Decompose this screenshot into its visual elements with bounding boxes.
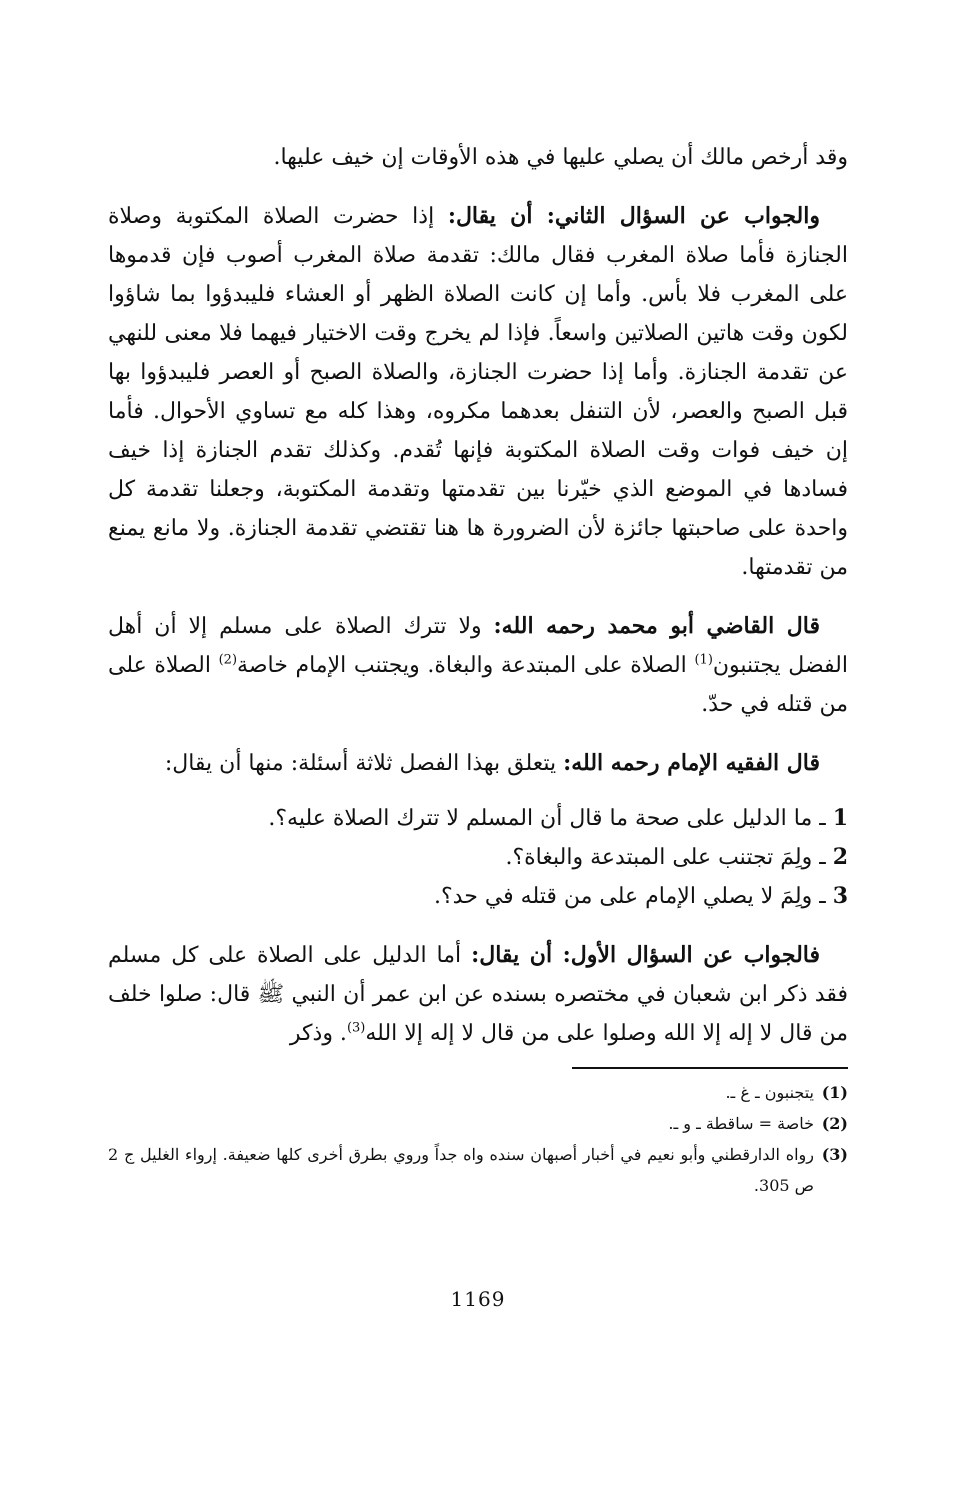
footnote-2-number: (2) <box>821 1114 848 1133</box>
main-text <box>108 138 848 1053</box>
paragraph-3-text-1: ولا تترك الصلاة على مسلم إلا أن أهل الفضل يجتنبون <box>108 614 848 678</box>
question-2 <box>108 838 848 877</box>
paragraph-4-text: يتعلق بهذا الفصل ثلاثة أسئلة: منها أن يقال: <box>164 751 564 776</box>
question-3-number: 3 <box>832 883 848 909</box>
paragraph-4-lead: قال الفقيه الإمام رحمه الله: <box>563 750 820 776</box>
footnote-1 <box>108 1077 848 1108</box>
paragraph-1-text: وقد أرخص مالك أن يصلي عليها في هذه الأوقات إن خيف عليها. <box>273 145 848 170</box>
paragraph-3-text-3: الصلاة على من قتله في حدّ. <box>108 653 848 717</box>
paragraph-5-text-2: . وذكر <box>289 1021 347 1046</box>
footnote-1-text: يتجنبون ـ غ ـ. <box>725 1083 814 1102</box>
question-1 <box>108 799 848 838</box>
paragraph-2-text: إذا حضرت الصلاة المكتوبة وصلاة الجنازة فأما صلاة المغرب فقال مالك: تقدمة صلاة المغرب أصوب فإن قدموها على المغرب فلا بأس. وأما إن كانت الصلاة الظهر أو العشاء فليبدؤوا بما شاؤوا لكون وقت هاتين الصلاتين واسعاً. فإذا لم يخرج وقت الاختيار فيهما فلا معنى للنهي عن تقدمة الجنازة. وأما إذا حضرت الجنازة، والصلاة الصبح أو العصر فليبدؤوا بها قبل الصبح والعصر، لأن التنفل بعدهما مكروه، وهذا كله مع تساوي الأحوال. فأما إن خيف فوات وقت الصلاة المكتوبة فإنها تُقدم. وكذلك تقدم الجنازة إذا خيف فسادها في الموضع الذي خيّرنا بين تقدمتها وتقدمة المكتوبة، وجعلنا تقدمة كل واحدة على صاحبتها جائزة لأن الضرورة ها هنا تقتضي تقدمة الجنازة. ولا مانع يمنع من تقدمتها. <box>108 204 848 580</box>
footnote-divider <box>572 1067 848 1069</box>
footnote-ref-1: (1) <box>694 652 713 668</box>
question-1-number: 1 <box>832 805 848 831</box>
paragraph-5 <box>108 936 848 1053</box>
footnote-3-number: (3) <box>821 1145 848 1164</box>
paragraph-3-text-2: الصلاة على المبتدعة والبغاة. ويجتنب الإمام خاصة <box>237 653 695 678</box>
question-1-text: ـ ما الدليل على صحة ما قال أن المسلم لا تترك الصلاة عليه؟. <box>268 806 833 831</box>
paragraph-3-lead: قال القاضي أبو محمد رحمه الله: <box>493 613 820 639</box>
paragraph-4 <box>108 744 848 783</box>
question-3-text: ـ ولِمَ لا يصلي الإمام على من قتله في حد؟. <box>434 884 833 909</box>
paragraph-5-lead: فالجواب عن السؤال الأول: أن يقال: <box>471 942 821 968</box>
footnote-ref-3: (3) <box>346 1020 366 1036</box>
question-2-number: 2 <box>832 844 848 870</box>
questions-list <box>108 799 848 916</box>
footnote-2-text: خاصة = ساقطة ـ و ـ. <box>668 1114 814 1133</box>
footnote-2 <box>108 1108 848 1139</box>
question-3 <box>108 877 848 916</box>
paragraph-5-text-1: أما الدليل على الصلاة على كل مسلم فقد ذكر ابن شعبان في مختصره بسنده عن ابن عمر أن النبي ﷺ قال: صلوا خلف من قال لا إله إلا الله وصلوا على من قال لا إله إلا الله <box>108 943 848 1046</box>
page-number: 1169 <box>450 1287 506 1311</box>
footnotes <box>108 1077 848 1201</box>
question-2-text: ـ ولِمَ تجتنب على المبتدعة والبغاة؟. <box>505 845 833 870</box>
paragraph-2 <box>108 197 848 587</box>
footnote-ref-2: (2) <box>218 652 238 668</box>
footnote-3-text: رواه الدارقطني وأبو نعيم في أخبار أصبهان سنده واه جداً وروي بطرق أخرى كلها ضعيفة. إرواء الغليل ج 2 ص 305. <box>108 1145 814 1195</box>
footnote-3 <box>108 1139 848 1201</box>
paragraph-3 <box>108 607 848 724</box>
paragraph-2-lead: والجواب عن السؤال الثاني: أن يقال: <box>447 203 820 229</box>
paragraph-1 <box>108 138 848 177</box>
footnote-1-number: (1) <box>821 1083 848 1102</box>
